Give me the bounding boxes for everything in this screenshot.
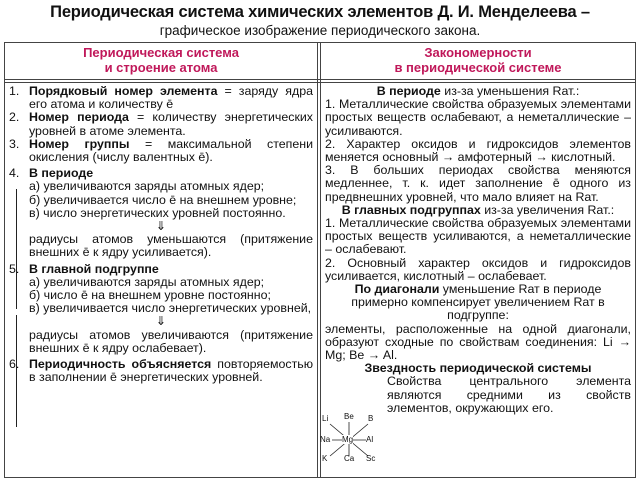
heading-bold: В главных подгруппах — [341, 202, 481, 217]
period-point-3: 3. В больших периодах свойства меняются медленнее, т. к. идет заполнение ē одного из предвнешних уровней, что мало влияет на Rат. — [325, 163, 631, 204]
page-subtitle: графическое изображение периодического закона. — [159, 23, 481, 38]
element-mg: Mg — [342, 435, 354, 444]
radius-note-2: радиусы атомов увеличиваются (притяжение внешних ē к ядру ослабевает). — [29, 327, 313, 355]
period-point-1: 1. Металлические свойства образуемых элементами простых веществ ослабевают, а неметаллические – усиливаются. — [325, 97, 631, 138]
item-5b: б) число ē на внешнем уровне постоянно; — [29, 288, 271, 303]
item-bold: Номер группы — [29, 136, 130, 151]
item-bold: Порядковый номер элемента — [29, 84, 218, 98]
item-1 — [9, 85, 313, 111]
element-na: Na — [320, 435, 331, 444]
header-line: в периодической системе — [394, 60, 562, 75]
star-text: Свойства центрального элемента являются средними из свойств элементов, окружающих его. — [387, 374, 631, 415]
item-bold: Периодичность объясняется — [29, 357, 212, 372]
header-divider — [5, 82, 635, 83]
header-line: Закономерности — [424, 45, 532, 60]
down-arrow-icon: ⇓ — [155, 314, 167, 329]
item-number: 3. — [9, 136, 20, 151]
element-al: Al — [366, 435, 374, 444]
group-arrow-line — [16, 315, 17, 427]
heading-text: из-за уменьшения Rат.: — [440, 84, 580, 98]
period-point-2: 2. Характер оксидов и гидроксидов элементов меняется основный → амфотерный → кислотный. — [325, 136, 631, 165]
item-number: 6. — [9, 357, 20, 372]
item-number: 4. — [9, 166, 20, 181]
item-number: 1. — [9, 84, 20, 98]
item-bold: Номер периода — [29, 110, 129, 125]
item-text: повторяемостью в заполнении ē энергетических уровней. — [29, 357, 313, 385]
heading-text: из-за увеличения Rат.: — [480, 202, 615, 217]
left-column — [9, 85, 313, 384]
subgroup-point-1: 1. Металлические свойства образуемых элементами простых веществ усиливаются, а неметаллические – ослабевают. — [325, 216, 631, 257]
element-k: K — [322, 454, 328, 463]
item-4a: а) увеличиваются заряды атомных ядер; — [29, 179, 265, 194]
page-title: Периодическая система химических элементов Д. И. Менделеева – — [50, 3, 590, 21]
item-5 — [9, 263, 313, 276]
left-column-header — [5, 45, 317, 79]
item-text: = количеству энергетических уровней в атоме элемента. — [29, 110, 313, 138]
item-5a: а) увеличиваются заряды атомных ядер; — [29, 274, 265, 289]
item-4c: в) число энергетических уровней постоянно. — [29, 205, 286, 220]
item-text: = максимальной степени окисления (числу валентных ē). — [29, 136, 314, 165]
title-block — [0, 0, 640, 44]
header-line: и строение атома — [104, 60, 218, 75]
item-bold: В периоде — [29, 166, 94, 181]
heading-bold: По диагонали — [354, 282, 440, 297]
star-diagram — [320, 412, 378, 464]
item-text: = заряду ядра его атома и количеству ē — [29, 84, 313, 112]
item-4b: б) увеличивается число ē на внешнем уровне; — [29, 192, 297, 207]
heading-bold: В периоде — [376, 84, 441, 98]
heading-text: уменьшение Rат в периоде примерно компенсирует увеличением Rат в подгруппе: — [351, 282, 605, 323]
subgroup-point-2: 2. Основный характер оксидов и гидроксидов усиливается, кислотный – ослабевает. — [325, 255, 631, 283]
header-line: Периодическая система — [83, 45, 239, 60]
right-column — [325, 85, 631, 415]
right-column-header — [321, 45, 635, 79]
item-number: 2. — [9, 110, 20, 125]
diagonal-text: элементы, расположенные на одной диагонали, образуют сходные по свойствам соединения: Li → Mg; Be → Al. — [325, 321, 631, 363]
star-heading: Звездность периодической системы — [364, 361, 592, 376]
item-5c: в) увеличивается число энергетических уровней, — [29, 301, 312, 316]
element-ca: Ca — [344, 454, 355, 463]
item-bold: В главной подгруппе — [29, 261, 159, 276]
header-divider — [5, 79, 635, 80]
element-sc: Sc — [366, 454, 376, 463]
down-arrow-icon: ⇓ — [155, 219, 167, 234]
item-6 — [9, 358, 313, 384]
radius-note-1: радиусы атомов уменьшаются (притяжение внешних ē к ядру усиливается). — [29, 232, 313, 260]
period-arrow-line — [16, 189, 17, 309]
item-2 — [9, 111, 313, 137]
diagonal-heading — [325, 283, 631, 323]
element-b: B — [368, 414, 374, 423]
element-li: Li — [322, 414, 329, 423]
column-divider — [317, 43, 318, 477]
element-be: Be — [344, 412, 354, 421]
item-3 — [9, 138, 313, 164]
item-number: 5. — [9, 261, 20, 276]
